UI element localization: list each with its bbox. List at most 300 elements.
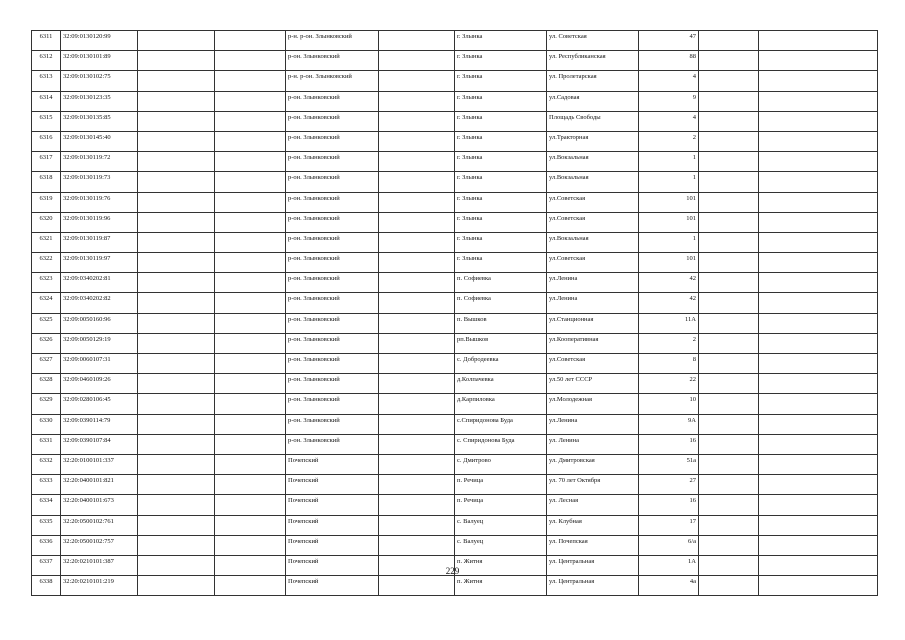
empty-cell: [138, 414, 215, 434]
empty-cell: [138, 475, 215, 495]
empty-cell: [759, 253, 878, 273]
empty-cell: [138, 212, 215, 232]
locality-cell: г. Злынка: [455, 91, 547, 111]
locality-cell: п. Речица: [455, 495, 547, 515]
empty-cell: [138, 576, 215, 596]
empty-cell: [215, 192, 286, 212]
locality-cell: с. Дмитрово: [455, 454, 547, 474]
cadastral-number-cell: 32:09:0130135:85: [61, 111, 138, 131]
table-row: [32, 495, 878, 515]
district-cell: Почепский: [286, 515, 379, 535]
empty-cell: [759, 293, 878, 313]
district-cell: р-он. Злынковский: [286, 333, 379, 353]
empty-cell: [138, 454, 215, 474]
street-cell: ул.Советская: [547, 253, 639, 273]
empty-cell: [699, 232, 759, 252]
house-number-cell: 16: [639, 495, 699, 515]
empty-cell: [759, 232, 878, 252]
house-number-cell: 10: [639, 394, 699, 414]
row-number-cell: 6316: [32, 131, 61, 151]
empty-cell: [215, 576, 286, 596]
empty-cell: [215, 535, 286, 555]
district-cell: р-он. Злынковский: [286, 91, 379, 111]
row-number-cell: 6322: [32, 253, 61, 273]
empty-cell: [379, 111, 455, 131]
empty-cell: [379, 192, 455, 212]
empty-cell: [379, 333, 455, 353]
empty-cell: [699, 495, 759, 515]
empty-cell: [215, 232, 286, 252]
cadastral-number-cell: 32:20:0400101:673: [61, 495, 138, 515]
empty-cell: [379, 91, 455, 111]
street-cell: ул.Садовая: [547, 91, 639, 111]
house-number-cell: 1: [639, 152, 699, 172]
district-cell: Почепский: [286, 555, 379, 575]
table-row: [32, 31, 878, 51]
street-cell: ул.50 лет СССР: [547, 374, 639, 394]
cadastral-number-cell: 32:20:0210101:219: [61, 576, 138, 596]
locality-cell: д.Колпачевка: [455, 374, 547, 394]
district-cell: Почепский: [286, 495, 379, 515]
empty-cell: [759, 192, 878, 212]
cadastral-number-cell: 32:09:0130119:72: [61, 152, 138, 172]
row-number-cell: 6313: [32, 71, 61, 91]
house-number-cell: 6/а: [639, 535, 699, 555]
empty-cell: [699, 31, 759, 51]
empty-cell: [215, 51, 286, 71]
house-number-cell: 47: [639, 31, 699, 51]
house-number-cell: 42: [639, 293, 699, 313]
empty-cell: [379, 313, 455, 333]
table-row: [32, 232, 878, 252]
locality-cell: п. Софиевка: [455, 273, 547, 293]
table-body: [32, 31, 878, 596]
empty-cell: [759, 414, 878, 434]
house-number-cell: 51а: [639, 454, 699, 474]
locality-cell: с. Спиридонова Буда: [455, 434, 547, 454]
empty-cell: [759, 131, 878, 151]
table-row: [32, 414, 878, 434]
empty-cell: [699, 91, 759, 111]
empty-cell: [138, 31, 215, 51]
empty-cell: [759, 71, 878, 91]
empty-cell: [759, 91, 878, 111]
district-cell: Почепский: [286, 535, 379, 555]
empty-cell: [759, 31, 878, 51]
street-cell: ул.Ленина: [547, 414, 639, 434]
row-number-cell: 6328: [32, 374, 61, 394]
district-cell: р-он. Злынковский: [286, 131, 379, 151]
empty-cell: [699, 51, 759, 71]
locality-cell: с. Добродеевка: [455, 354, 547, 374]
district-cell: р-он. Злынковский: [286, 374, 379, 394]
street-cell: ул. Республиканская: [547, 51, 639, 71]
district-cell: р-он. Злынковский: [286, 414, 379, 434]
property-register-table: [31, 30, 878, 596]
empty-cell: [759, 495, 878, 515]
table-row: [32, 293, 878, 313]
empty-cell: [379, 495, 455, 515]
street-cell: ул. Пролетарская: [547, 71, 639, 91]
locality-cell: г. Злынка: [455, 172, 547, 192]
empty-cell: [379, 253, 455, 273]
empty-cell: [138, 111, 215, 131]
district-cell: р-он. Злынковский: [286, 111, 379, 131]
empty-cell: [138, 394, 215, 414]
district-cell: р-он. Злынковский: [286, 253, 379, 273]
locality-cell: с.Спиридонова Буда: [455, 414, 547, 434]
empty-cell: [699, 374, 759, 394]
empty-cell: [379, 31, 455, 51]
locality-cell: г. Злынка: [455, 131, 547, 151]
row-number-cell: 6312: [32, 51, 61, 71]
empty-cell: [699, 313, 759, 333]
empty-cell: [759, 374, 878, 394]
district-cell: р-он. Злынковский: [286, 434, 379, 454]
empty-cell: [759, 172, 878, 192]
locality-cell: г. Злынка: [455, 71, 547, 91]
street-cell: ул. Советская: [547, 31, 639, 51]
table-row: [32, 333, 878, 353]
house-number-cell: 1: [639, 232, 699, 252]
table-row: [32, 454, 878, 474]
street-cell: ул.Станционная: [547, 313, 639, 333]
locality-cell: п. Софиевка: [455, 293, 547, 313]
empty-cell: [215, 111, 286, 131]
empty-cell: [379, 273, 455, 293]
row-number-cell: 6330: [32, 414, 61, 434]
empty-cell: [759, 152, 878, 172]
empty-cell: [759, 354, 878, 374]
row-number-cell: 6325: [32, 313, 61, 333]
empty-cell: [138, 273, 215, 293]
district-cell: р-он. Злынковский: [286, 354, 379, 374]
cadastral-number-cell: 32:09:0340202:81: [61, 273, 138, 293]
empty-cell: [138, 495, 215, 515]
table-row: [32, 374, 878, 394]
empty-cell: [379, 232, 455, 252]
table-row: [32, 91, 878, 111]
empty-cell: [379, 51, 455, 71]
empty-cell: [215, 333, 286, 353]
locality-cell: п. Житня: [455, 555, 547, 575]
empty-cell: [699, 152, 759, 172]
table-row: [32, 576, 878, 596]
street-cell: ул.Тракторная: [547, 131, 639, 151]
empty-cell: [215, 31, 286, 51]
empty-cell: [215, 172, 286, 192]
cadastral-number-cell: 32:09:0130123:35: [61, 91, 138, 111]
house-number-cell: 2: [639, 131, 699, 151]
street-cell: ул. Центральная: [547, 576, 639, 596]
house-number-cell: 101: [639, 212, 699, 232]
house-number-cell: 2: [639, 333, 699, 353]
house-number-cell: 16: [639, 434, 699, 454]
empty-cell: [699, 576, 759, 596]
locality-cell: г. Злынка: [455, 51, 547, 71]
row-number-cell: 6320: [32, 212, 61, 232]
table-row: [32, 515, 878, 535]
empty-cell: [379, 475, 455, 495]
row-number-cell: 6318: [32, 172, 61, 192]
row-number-cell: 6323: [32, 273, 61, 293]
house-number-cell: 4: [639, 111, 699, 131]
empty-cell: [138, 515, 215, 535]
empty-cell: [215, 434, 286, 454]
house-number-cell: 9А: [639, 414, 699, 434]
empty-cell: [379, 131, 455, 151]
empty-cell: [215, 374, 286, 394]
empty-cell: [138, 172, 215, 192]
empty-cell: [215, 131, 286, 151]
cadastral-number-cell: 32:09:0390107:84: [61, 434, 138, 454]
cadastral-number-cell: 32:09:0130145:40: [61, 131, 138, 151]
street-cell: ул. 70 лет Октября: [547, 475, 639, 495]
empty-cell: [379, 394, 455, 414]
locality-cell: г. Злынка: [455, 152, 547, 172]
street-cell: ул.Вокзальная: [547, 232, 639, 252]
empty-cell: [138, 71, 215, 91]
district-cell: р-он. Злынковский: [286, 212, 379, 232]
cadastral-number-cell: 32:09:0050129:19: [61, 333, 138, 353]
street-cell: ул.Вокзальная: [547, 172, 639, 192]
empty-cell: [379, 374, 455, 394]
street-cell: ул.Молодежная: [547, 394, 639, 414]
empty-cell: [379, 576, 455, 596]
house-number-cell: 4: [639, 71, 699, 91]
district-cell: р-он. Злынковский: [286, 172, 379, 192]
row-number-cell: 6327: [32, 354, 61, 374]
empty-cell: [138, 333, 215, 353]
district-cell: р-он. Злынковский: [286, 51, 379, 71]
empty-cell: [759, 515, 878, 535]
row-number-cell: 6314: [32, 91, 61, 111]
empty-cell: [215, 71, 286, 91]
empty-cell: [699, 111, 759, 131]
street-cell: ул.Кооперативная: [547, 333, 639, 353]
locality-cell: д.Карпиловка: [455, 394, 547, 414]
district-cell: р-он. Злынковский: [286, 313, 379, 333]
cadastral-number-cell: 32:09:0130119:96: [61, 212, 138, 232]
empty-cell: [138, 253, 215, 273]
house-number-cell: 101: [639, 253, 699, 273]
empty-cell: [379, 172, 455, 192]
district-cell: р-он. Злынковский: [286, 152, 379, 172]
empty-cell: [699, 535, 759, 555]
empty-cell: [379, 293, 455, 313]
empty-cell: [759, 434, 878, 454]
empty-cell: [215, 495, 286, 515]
empty-cell: [215, 313, 286, 333]
empty-cell: [215, 152, 286, 172]
cadastral-number-cell: 32:20:0500102:761: [61, 515, 138, 535]
empty-cell: [215, 414, 286, 434]
cadastral-number-cell: 32:09:0280106:45: [61, 394, 138, 414]
cadastral-number-cell: 32:20:0400101:821: [61, 475, 138, 495]
empty-cell: [379, 454, 455, 474]
empty-cell: [379, 434, 455, 454]
empty-cell: [138, 232, 215, 252]
table-row: [32, 434, 878, 454]
house-number-cell: 22: [639, 374, 699, 394]
district-cell: р-он. Злынковский: [286, 273, 379, 293]
cadastral-number-cell: 32:20:0500102:757: [61, 535, 138, 555]
cadastral-number-cell: 32:20:0210101:387: [61, 555, 138, 575]
empty-cell: [138, 91, 215, 111]
empty-cell: [699, 333, 759, 353]
empty-cell: [759, 51, 878, 71]
table-row: [32, 152, 878, 172]
empty-cell: [699, 273, 759, 293]
district-cell: Почепский: [286, 576, 379, 596]
empty-cell: [759, 111, 878, 131]
empty-cell: [699, 354, 759, 374]
street-cell: ул. Почепская: [547, 535, 639, 555]
house-number-cell: 11А: [639, 313, 699, 333]
house-number-cell: 8: [639, 354, 699, 374]
empty-cell: [379, 354, 455, 374]
empty-cell: [379, 515, 455, 535]
cadastral-number-cell: 32:09:0390114:79: [61, 414, 138, 434]
empty-cell: [699, 192, 759, 212]
table-row: [32, 131, 878, 151]
cadastral-number-cell: 32:09:0130102:75: [61, 71, 138, 91]
table-row: [32, 71, 878, 91]
cadastral-number-cell: 32:09:0050160:96: [61, 313, 138, 333]
district-cell: р-он. Злынковский: [286, 293, 379, 313]
house-number-cell: 27: [639, 475, 699, 495]
house-number-cell: 1А: [639, 555, 699, 575]
empty-cell: [215, 273, 286, 293]
table-row: [32, 253, 878, 273]
table-row: [32, 273, 878, 293]
table-row: [32, 535, 878, 555]
locality-cell: с. Валуец: [455, 535, 547, 555]
row-number-cell: 6326: [32, 333, 61, 353]
table-row: [32, 172, 878, 192]
cadastral-number-cell: 32:09:0130119:76: [61, 192, 138, 212]
locality-cell: п. Вышков: [455, 313, 547, 333]
empty-cell: [699, 172, 759, 192]
empty-cell: [215, 475, 286, 495]
house-number-cell: 1: [639, 172, 699, 192]
empty-cell: [138, 434, 215, 454]
empty-cell: [379, 535, 455, 555]
row-number-cell: 6321: [32, 232, 61, 252]
table-row: [32, 475, 878, 495]
street-cell: ул. Клубная: [547, 515, 639, 535]
cadastral-number-cell: 32:09:0130101:89: [61, 51, 138, 71]
page-number: 229: [445, 566, 460, 576]
empty-cell: [759, 273, 878, 293]
house-number-cell: 17: [639, 515, 699, 535]
empty-cell: [699, 253, 759, 273]
empty-cell: [215, 515, 286, 535]
empty-cell: [759, 454, 878, 474]
row-number-cell: 6331: [32, 434, 61, 454]
locality-cell: с. Валуец: [455, 515, 547, 535]
empty-cell: [138, 354, 215, 374]
row-number-cell: 6337: [32, 555, 61, 575]
street-cell: ул.Ленина: [547, 293, 639, 313]
empty-cell: [138, 374, 215, 394]
district-cell: Почепский: [286, 454, 379, 474]
empty-cell: [379, 212, 455, 232]
empty-cell: [379, 414, 455, 434]
cadastral-number-cell: 32:09:0130119:87: [61, 232, 138, 252]
empty-cell: [699, 475, 759, 495]
empty-cell: [215, 354, 286, 374]
row-number-cell: 6324: [32, 293, 61, 313]
empty-cell: [138, 313, 215, 333]
empty-cell: [138, 152, 215, 172]
street-cell: ул.Советская: [547, 192, 639, 212]
row-number-cell: 6319: [32, 192, 61, 212]
locality-cell: г. Злынка: [455, 31, 547, 51]
cadastral-number-cell: 32:09:0130119:73: [61, 172, 138, 192]
table-row: [32, 354, 878, 374]
empty-cell: [138, 51, 215, 71]
district-cell: р-он. Злынковский: [286, 394, 379, 414]
house-number-cell: 4а: [639, 576, 699, 596]
street-cell: ул. Ленина: [547, 434, 639, 454]
district-cell: р-он. Злынковский: [286, 232, 379, 252]
empty-cell: [699, 71, 759, 91]
row-number-cell: 6329: [32, 394, 61, 414]
empty-cell: [215, 253, 286, 273]
empty-cell: [699, 515, 759, 535]
row-number-cell: 6336: [32, 535, 61, 555]
district-cell: р-н. р-он. Злынковский: [286, 71, 379, 91]
locality-cell: г. Злынка: [455, 232, 547, 252]
locality-cell: г. Злынка: [455, 212, 547, 232]
house-number-cell: 9: [639, 91, 699, 111]
cadastral-number-cell: 32:09:0340202:82: [61, 293, 138, 313]
empty-cell: [215, 394, 286, 414]
district-cell: Почепский: [286, 475, 379, 495]
locality-cell: п. Житня: [455, 576, 547, 596]
cadastral-number-cell: 32:09:0130120:99: [61, 31, 138, 51]
table-row: [32, 111, 878, 131]
street-cell: ул.Вокзальная: [547, 152, 639, 172]
empty-cell: [759, 475, 878, 495]
empty-cell: [699, 414, 759, 434]
empty-cell: [699, 394, 759, 414]
street-cell: Площадь Свободы: [547, 111, 639, 131]
empty-cell: [759, 333, 878, 353]
empty-cell: [699, 131, 759, 151]
empty-cell: [699, 293, 759, 313]
street-cell: ул.Ленина: [547, 273, 639, 293]
row-number-cell: 6338: [32, 576, 61, 596]
table-row: [32, 212, 878, 232]
empty-cell: [759, 535, 878, 555]
house-number-cell: 101: [639, 192, 699, 212]
empty-cell: [699, 212, 759, 232]
empty-cell: [215, 293, 286, 313]
locality-cell: г. Злынка: [455, 192, 547, 212]
row-number-cell: 6315: [32, 111, 61, 131]
row-number-cell: 6317: [32, 152, 61, 172]
empty-cell: [379, 152, 455, 172]
locality-cell: рп.Вышков: [455, 333, 547, 353]
empty-cell: [138, 131, 215, 151]
empty-cell: [379, 71, 455, 91]
empty-cell: [215, 91, 286, 111]
table-row: [32, 51, 878, 71]
empty-cell: [699, 434, 759, 454]
district-cell: р-н. р-он. Злынковский: [286, 31, 379, 51]
